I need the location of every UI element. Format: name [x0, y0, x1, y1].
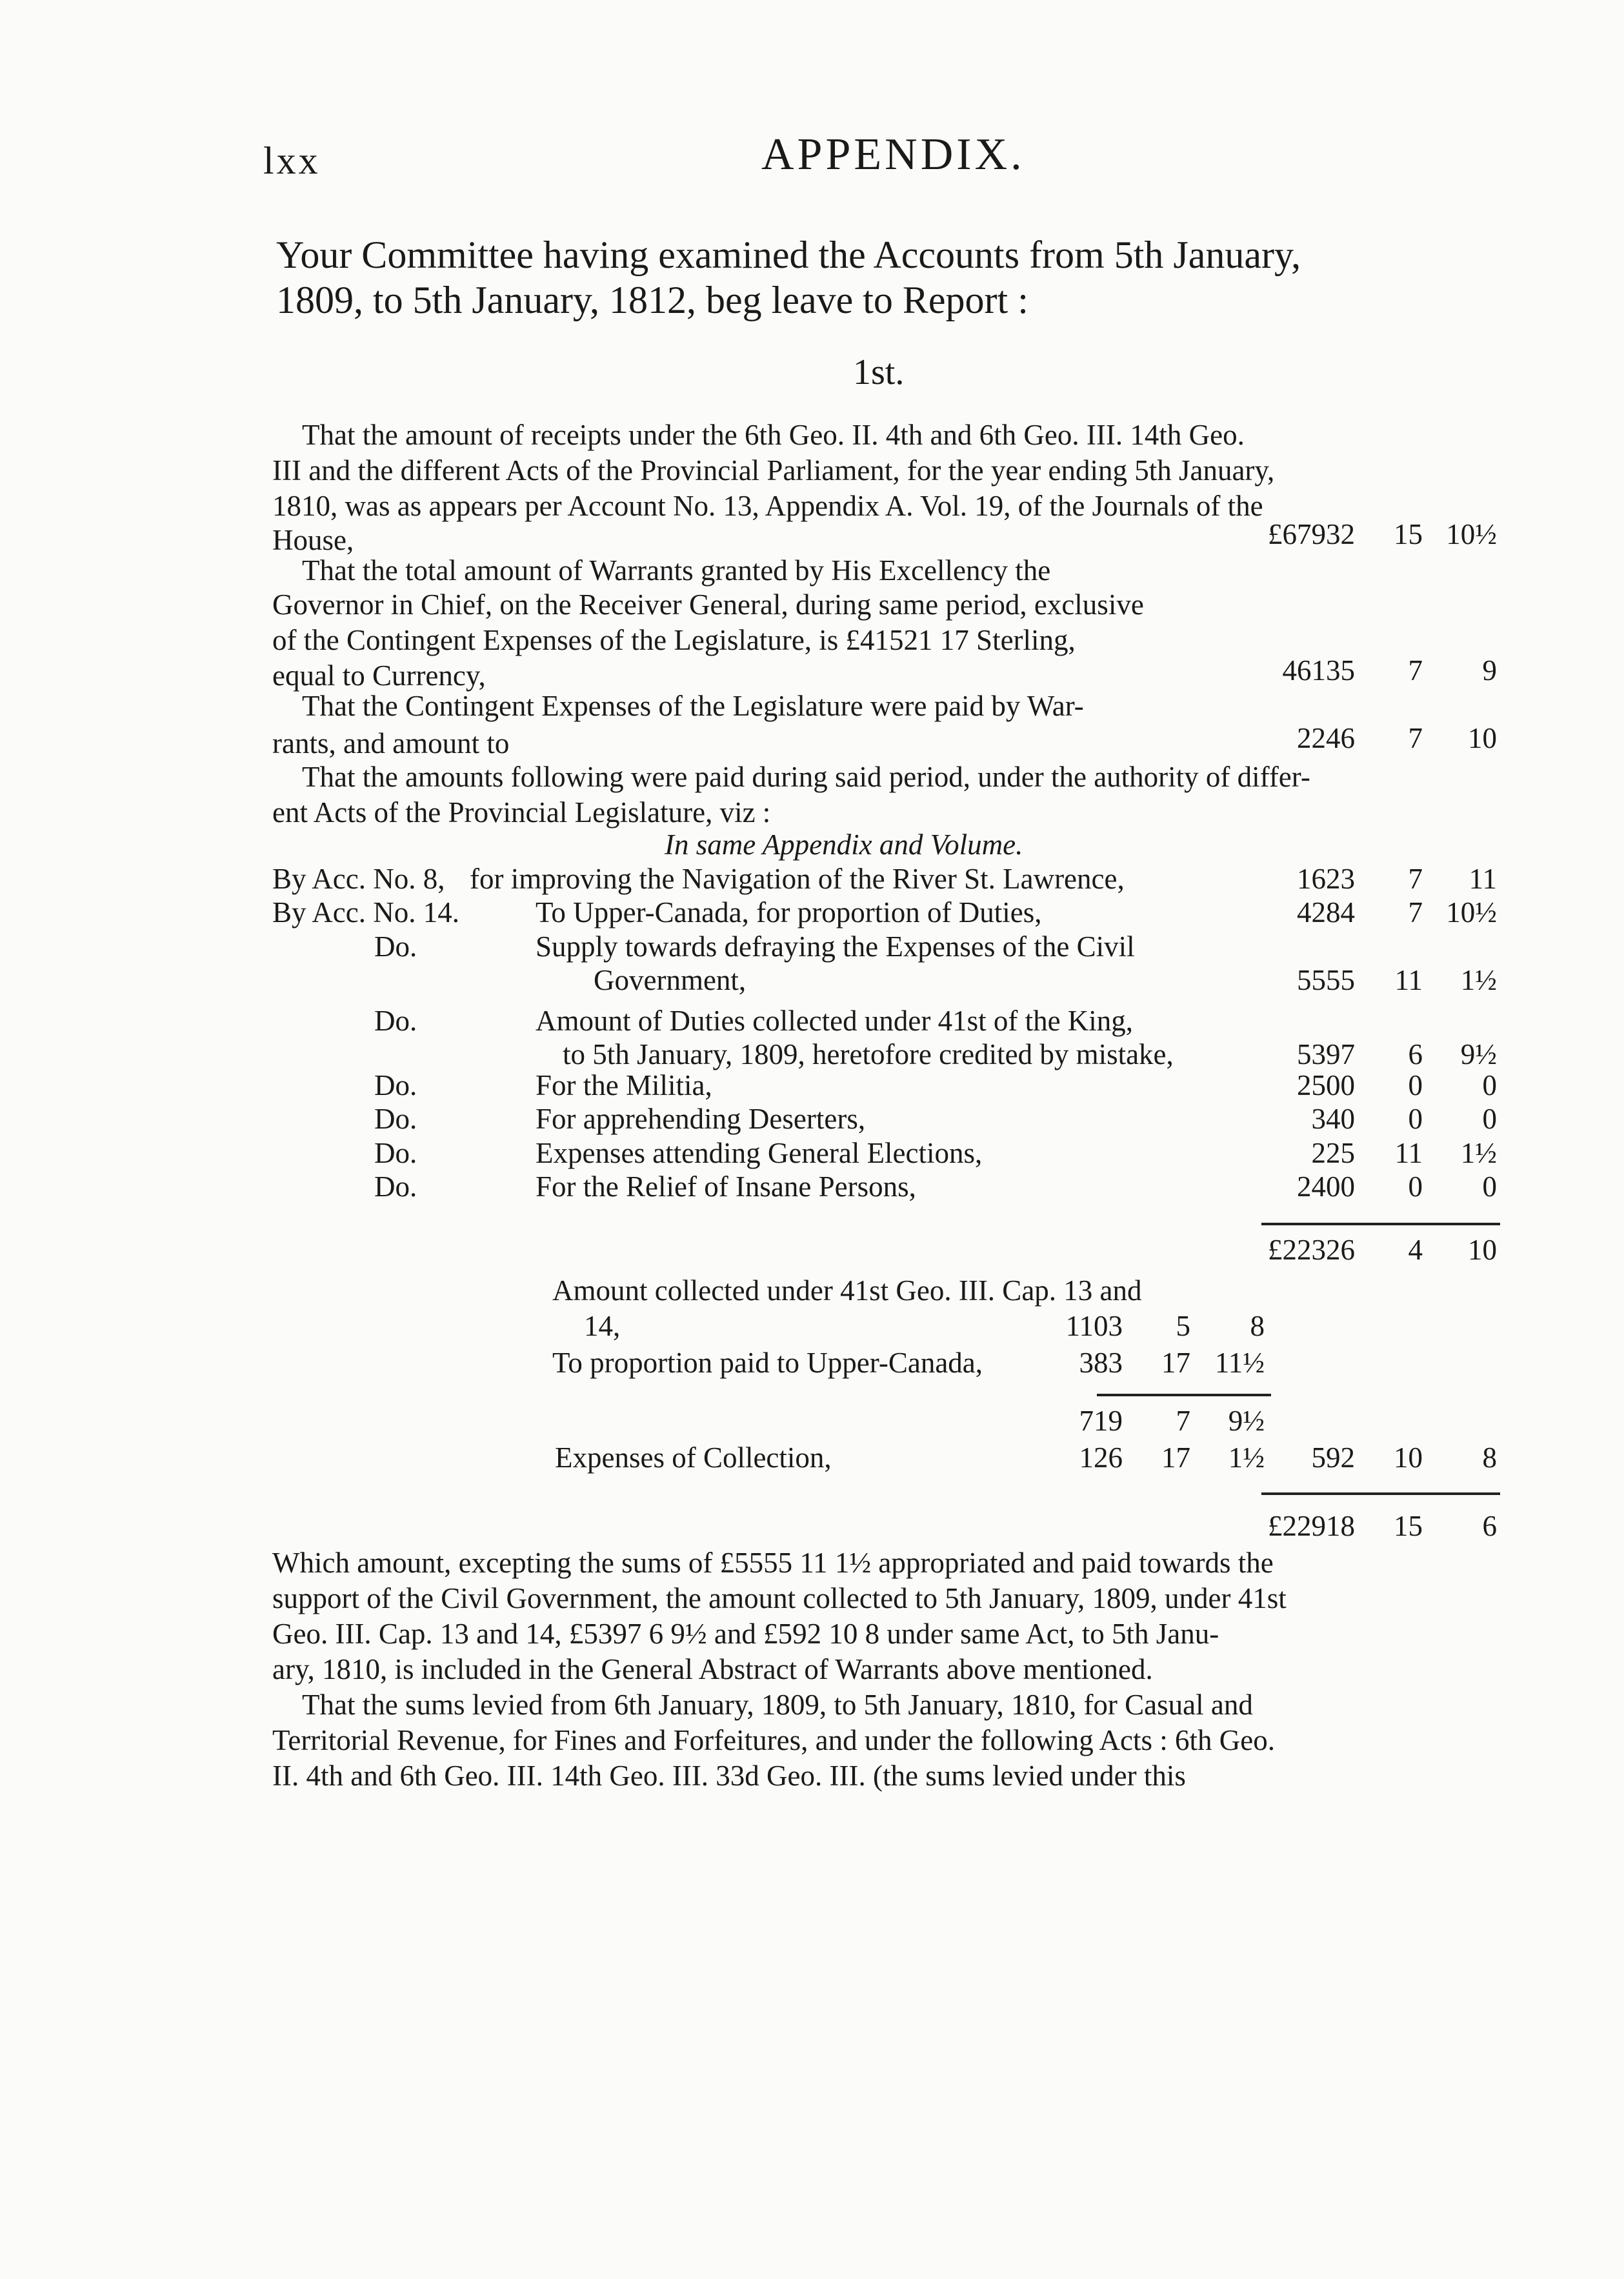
upper-canada-label: To proportion paid to Upper-Canada,: [552, 1347, 983, 1379]
shillings: 7: [1408, 722, 1423, 754]
para4-line-1: That the amounts following were paid during said period, under the authority of differ-: [302, 761, 1310, 793]
pence: 11½: [1214, 1347, 1265, 1379]
ledger-text-continued: Government,: [594, 964, 747, 996]
shillings: 7: [1408, 863, 1423, 895]
shillings: 5: [1176, 1310, 1190, 1342]
shillings: 17: [1161, 1441, 1190, 1474]
pounds: 5397: [1297, 1038, 1355, 1070]
shillings: 15: [1394, 518, 1423, 550]
folio-number: lxx: [263, 139, 321, 182]
shillings: 17: [1161, 1347, 1190, 1379]
expenses-label: Expenses of Collection,: [555, 1441, 832, 1474]
pence: 8: [1482, 1441, 1497, 1474]
pence: 8: [1250, 1310, 1265, 1342]
shillings: 7: [1176, 1405, 1190, 1437]
pence: 9: [1482, 654, 1497, 687]
shillings: 7: [1408, 654, 1423, 687]
pounds: 5555: [1297, 964, 1355, 996]
pence: 1½: [1228, 1441, 1265, 1474]
pounds: 46135: [1282, 654, 1355, 687]
pence: 6: [1482, 1510, 1497, 1542]
para3-line-2: rants, and amount to: [272, 727, 510, 759]
shillings: 11: [1394, 1137, 1423, 1169]
ledger-text: Supply towards defraying the Expenses of the Civil: [536, 930, 1135, 963]
pounds: 1103: [1065, 1310, 1123, 1342]
pounds: 1623: [1297, 863, 1355, 895]
ledger-lead: Do.: [374, 1103, 417, 1135]
pounds: 2246: [1297, 722, 1355, 754]
para1-line-3: 1810, was as appears per Account No. 13, Appendix A. Vol. 19, of the Journals of the: [272, 490, 1263, 522]
pounds: 340: [1311, 1103, 1355, 1135]
pence: 11: [1469, 863, 1497, 895]
running-head: APPENDIX.: [761, 130, 1025, 179]
para6-line-3: II. 4th and 6th Geo. III. 14th Geo. III. 33d Geo. III. (the sums levied under this: [272, 1760, 1186, 1792]
subtotal-rule: [1261, 1223, 1500, 1225]
section-number: 1st.: [853, 352, 905, 392]
para2-line-1: That the total amount of Warrants granted by His Excellency the: [302, 554, 1051, 587]
para5-line-3: Geo. III. Cap. 13 and 14, £5397 6 9½ and £592 10 8 under same Act, to 5th Janu-: [272, 1618, 1219, 1650]
pounds: 2400: [1297, 1170, 1355, 1203]
shillings: 0: [1408, 1170, 1423, 1203]
para5-line-2: support of the Civil Government, the amount collected to 5th January, 1809, under 41st: [272, 1582, 1287, 1614]
shillings: 4: [1408, 1234, 1423, 1266]
intro-line-2: 1809, to 5th January, 1812, beg leave to Report :: [276, 279, 1028, 321]
para3-line-1: That the Contingent Expenses of the Legislature were paid by War-: [302, 690, 1084, 722]
ledger-lead: By Acc. No. 8,: [272, 863, 445, 895]
pence: 10: [1468, 1234, 1497, 1266]
shillings: 6: [1408, 1038, 1423, 1070]
pence: 10½: [1446, 896, 1497, 929]
para1-line-1: That the amount of receipts under the 6th Geo. II. 4th and 6th Geo. III. 14th Geo.: [302, 419, 1245, 451]
para5-line-4: ary, 1810, is included in the General Abstract of Warrants above mentioned.: [272, 1653, 1153, 1685]
pence: 1½: [1460, 964, 1497, 996]
pounds: 719: [1079, 1405, 1123, 1437]
ledger-text: Expenses attending General Elections,: [536, 1137, 983, 1169]
ledger-lead: By Acc. No. 14.: [272, 896, 459, 929]
para4-line-2: ent Acts of the Provincial Legislature, viz :: [272, 796, 771, 828]
para1-line-2: III and the different Acts of the Provincial Parliament, for the year ending 5th January,: [272, 454, 1275, 487]
pence: 0: [1482, 1069, 1497, 1101]
collection-line-2: 14,: [584, 1310, 621, 1342]
ledger-lead: Do.: [374, 930, 417, 963]
pence: 9½: [1228, 1405, 1265, 1437]
net-rule: [1097, 1394, 1271, 1396]
ledger-text: for improving the Navigation of the River St. Lawrence,: [470, 863, 1125, 895]
ledger-lead: Do.: [374, 1005, 417, 1037]
pounds: £22326: [1268, 1234, 1355, 1266]
para2-line-2: Governor in Chief, on the Receiver General, during same period, exclusive: [272, 588, 1144, 621]
shillings: 0: [1408, 1069, 1423, 1101]
ledger-text: Amount of Duties collected under 41st of the King,: [536, 1005, 1134, 1037]
ledger-text: For the Militia,: [536, 1069, 712, 1101]
pounds: 592: [1311, 1441, 1355, 1474]
pounds: 2500: [1297, 1069, 1355, 1101]
ledger-text: For apprehending Deserters,: [536, 1103, 866, 1135]
para6-line-2: Territorial Revenue, for Fines and Forfeitures, and under the following Acts : 6th Geo.: [272, 1724, 1275, 1756]
para2-line-3: of the Contingent Expenses of the Legislature, is £41521 17 Sterling,: [272, 624, 1076, 656]
para4-subhead: In same Appendix and Volume.: [665, 828, 1023, 861]
pence: 1½: [1460, 1137, 1497, 1169]
ledger-lead: Do.: [374, 1170, 417, 1203]
ledger-text: To Upper-Canada, for proportion of Duties,: [536, 896, 1042, 929]
shillings: 7: [1408, 896, 1423, 929]
collection-line-1: Amount collected under 41st Geo. III. Cap. 13 and: [552, 1274, 1142, 1307]
pounds: 126: [1079, 1441, 1123, 1474]
ledger-lead: Do.: [374, 1069, 417, 1101]
pounds: 4284: [1297, 896, 1355, 929]
para1-line-4: House,: [272, 524, 354, 556]
shillings: 15: [1394, 1510, 1423, 1542]
ledger-text-continued: to 5th January, 1809, heretofore credited by mistake,: [563, 1038, 1174, 1070]
shillings: 0: [1408, 1103, 1423, 1135]
total-rule: [1261, 1492, 1500, 1495]
pence: 10: [1468, 722, 1497, 754]
pounds: 383: [1079, 1347, 1123, 1379]
para2-line-4: equal to Currency,: [272, 659, 486, 692]
pounds: £67932: [1268, 518, 1355, 550]
pounds: £22918: [1268, 1510, 1355, 1542]
para6-line-1: That the sums levied from 6th January, 1809, to 5th January, 1810, for Casual and: [302, 1689, 1253, 1721]
para5-line-1: Which amount, excepting the sums of £5555 11 1½ appropriated and paid towards the: [272, 1547, 1274, 1579]
intro-line-1: Your Committee having examined the Accounts from 5th January,: [276, 234, 1301, 276]
shillings: 10: [1394, 1441, 1423, 1474]
ledger-text: For the Relief of Insane Persons,: [536, 1170, 916, 1203]
pence: 0: [1482, 1170, 1497, 1203]
shillings: 11: [1394, 964, 1423, 996]
ledger-lead: Do.: [374, 1137, 417, 1169]
pounds: 225: [1311, 1137, 1355, 1169]
pence: 10½: [1446, 518, 1497, 550]
pence: 9½: [1460, 1038, 1497, 1070]
pence: 0: [1482, 1103, 1497, 1135]
